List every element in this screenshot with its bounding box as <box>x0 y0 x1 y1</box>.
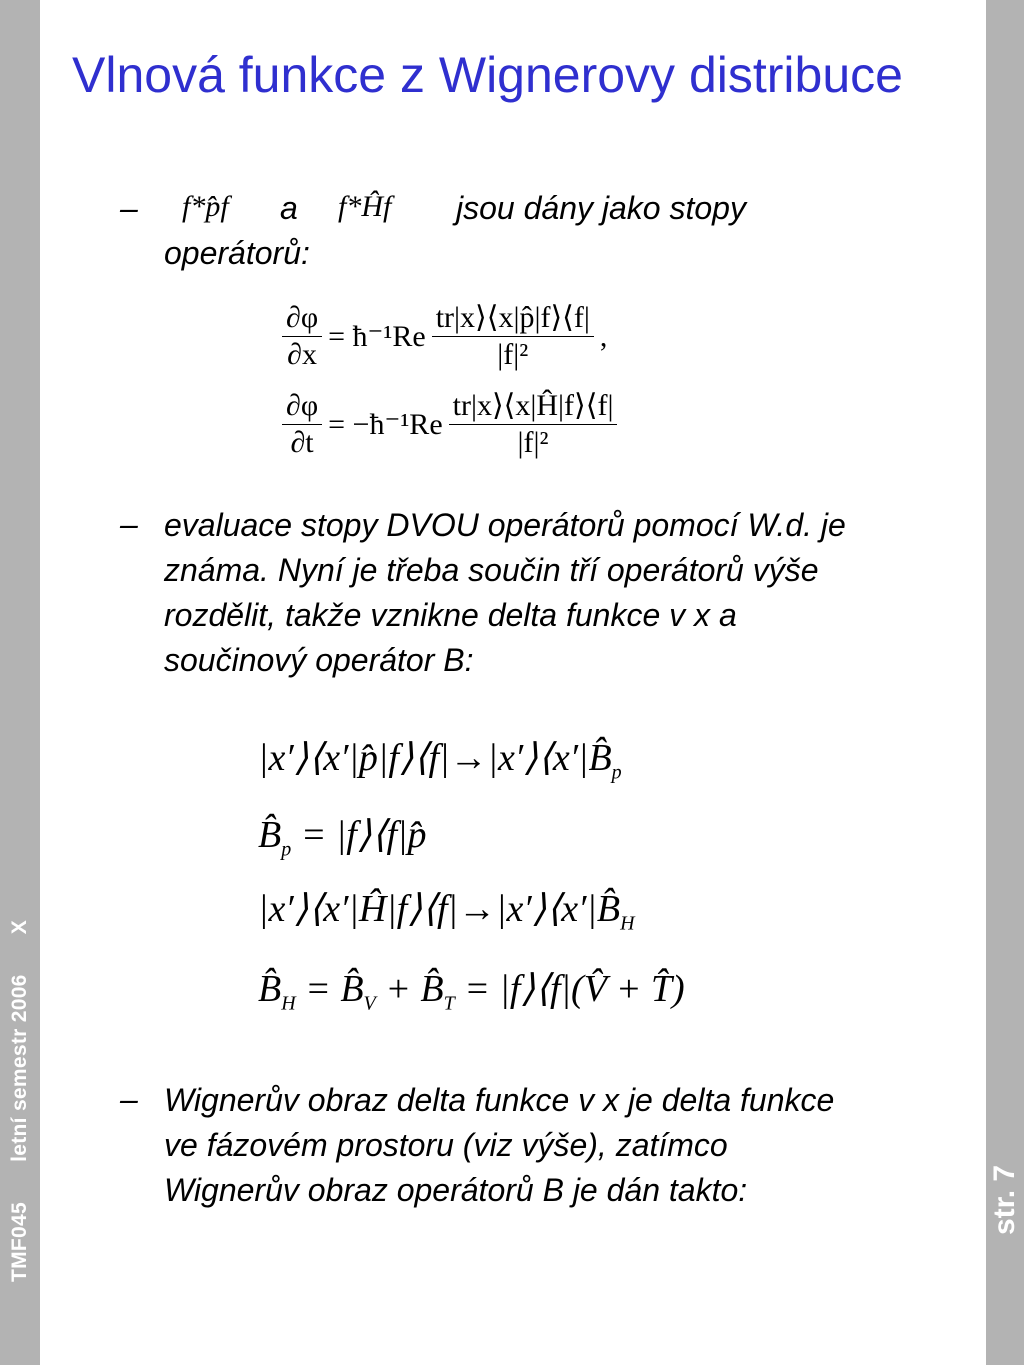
eq2-lhs-num: ∂φ <box>282 388 322 425</box>
eq6-rhs: = |f⟩⟨f|(V̂ + T̂) <box>454 968 685 1010</box>
eq1-mid: = ħ⁻¹Re <box>328 320 426 353</box>
equation-dphi-dx <box>282 300 613 373</box>
bullet-dash-2: – <box>120 506 138 542</box>
eq1-rhs-num: tr|x⟩⟨x|p̂|f⟩⟨f| <box>432 300 594 337</box>
eq2-mid: = −ħ⁻¹Re <box>328 408 443 441</box>
slide-title: Vlnová funkce z Wignerovy distribuce <box>72 47 903 103</box>
bullet-2-line-4: součinový operátor B: <box>164 642 474 678</box>
eq5-main: |x′⟩⟨x′|Ĥ|f⟩⟨f|→|x′⟩⟨x′|B̂ <box>258 888 621 930</box>
bullet-3-line-1: Wignerův obraz delta funkce v x je delta funkce <box>164 1082 835 1118</box>
bullet-2-line-1: evaluace stopy DVOU operátorů pomocí W.d. je <box>164 507 846 543</box>
eq3-sub: p <box>611 761 622 784</box>
connector-a: a <box>280 190 298 226</box>
right-sidebar <box>986 0 1024 1365</box>
eq1-rhs-den: |f|² <box>497 338 529 371</box>
bullet-dash-3: – <box>120 1081 138 1117</box>
eq2-lhs-den: ∂t <box>290 426 314 459</box>
eq2-rhs-den: |f|² <box>517 426 549 459</box>
equation-bp-definition <box>258 812 427 862</box>
equation-bh-definition <box>258 966 685 1016</box>
inline-formula-fhf: f*Ĥf <box>338 190 392 223</box>
bullet-dash-1: – <box>120 190 138 226</box>
bullet-2-line-3: rozdělit, takže vznikne delta funkce v x a <box>164 597 737 633</box>
bullet-2-line-2: známa. Nyní je třeba součin tří operátorů výše <box>164 552 819 588</box>
bullet-2-text <box>164 503 984 683</box>
eq2-rhs-num: tr|x⟩⟨x|Ĥ|f⟩⟨f| <box>449 388 618 425</box>
bullet-1-line-2: operátorů: <box>164 235 310 271</box>
eq1-lhs-den: ∂x <box>287 338 317 371</box>
eq6-plus: + B̂ <box>375 968 444 1010</box>
eq6-mid: = B̂ <box>295 968 364 1010</box>
semester-label: letní semestr 2006 <box>8 974 31 1162</box>
bullet-3-line-2: ve fázovém prostoru (viz výše), zatímco <box>164 1127 728 1163</box>
eq5-sub: H <box>620 912 635 935</box>
eq6-lhs: B̂ <box>258 968 282 1010</box>
equation-projector-p <box>258 735 622 785</box>
bullet-1-line-1: jsou dány jako stopy <box>456 190 746 226</box>
inline-formula-fpf: f*p̂f <box>182 190 229 223</box>
eq4-sub: p <box>281 838 292 861</box>
eq1-tail: , <box>599 319 608 353</box>
eq3-main: |x′⟩⟨x′|p̂|f⟩⟨f|→|x′⟩⟨x′|B̂ <box>258 737 612 779</box>
eq6-sub-v: V <box>363 992 376 1015</box>
course-code: TMF045 <box>8 1202 31 1282</box>
section-mark: X <box>8 919 31 935</box>
page-number: str. 7 <box>988 1164 1021 1235</box>
equation-dphi-dt <box>282 388 617 461</box>
footer-vertical <box>8 886 32 1282</box>
bullet-3-line-3: Wignerův obraz operátorů B je dán takto: <box>164 1172 748 1208</box>
eq4-lhs: B̂ <box>258 814 282 856</box>
bullet-3-text <box>164 1078 984 1213</box>
eq6-sub-t: T <box>443 992 455 1015</box>
eq1-lhs-num: ∂φ <box>282 300 322 337</box>
equation-projector-h <box>258 886 635 936</box>
eq6-sub-h: H <box>281 992 296 1015</box>
eq4-rhs: = |f⟩⟨f|p̂ <box>291 814 427 856</box>
